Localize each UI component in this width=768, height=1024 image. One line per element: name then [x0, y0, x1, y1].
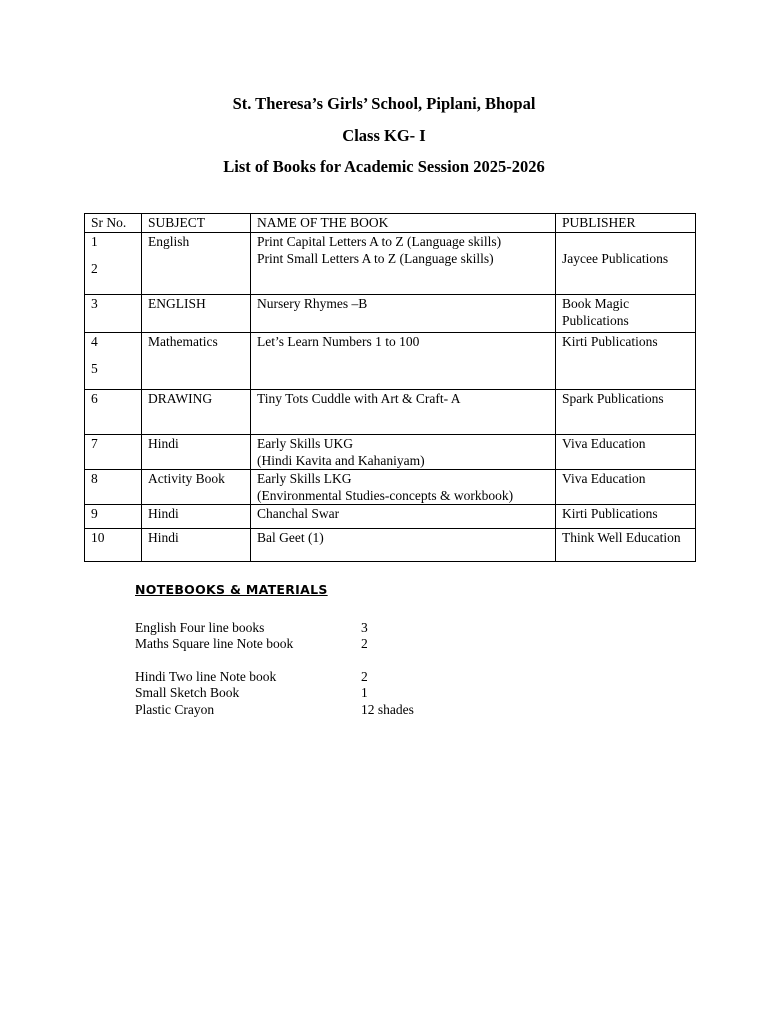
sr-no-cell: 7 — [85, 435, 142, 470]
notebook-name: Plastic Crayon — [135, 702, 215, 717]
book-name-cell: Chanchal Swar — [251, 505, 556, 529]
notebook-name: Small Sketch Book — [135, 685, 240, 700]
book-name-cell — [251, 435, 556, 470]
publisher-cell — [556, 233, 696, 295]
table-row — [85, 295, 696, 333]
column-header-subject: SUBJECT — [142, 214, 251, 233]
sr-no: 2 — [91, 260, 98, 276]
subject-cell: Hindi — [142, 505, 251, 529]
session-title: List of Books for Academic Session 2025-2026 — [223, 157, 545, 176]
table-row — [85, 505, 696, 529]
subject-cell: Mathematics — [142, 333, 251, 390]
book-name-cell — [251, 233, 556, 295]
subject-cell: Activity Book — [142, 470, 251, 505]
sr-no-cell: 10 — [85, 529, 142, 562]
sr-no: 5 — [91, 360, 98, 376]
notebook-quantity: 3 — [361, 620, 368, 635]
publisher-cell: Viva Education — [556, 470, 696, 505]
publisher: Publications — [562, 312, 629, 328]
table-row — [85, 470, 696, 505]
column-header-book-name: NAME OF THE BOOK — [251, 214, 556, 233]
publisher-cell: Spark Publications — [556, 390, 696, 435]
subject-cell: English — [142, 233, 251, 295]
sr-no-cell: 8 — [85, 470, 142, 505]
book-name-cell: Tiny Tots Cuddle with Art & Craft- A — [251, 390, 556, 435]
book-name: Print Capital Letters A to Z (Language skills) — [257, 234, 502, 249]
book-name: Early Skills UKG — [257, 436, 353, 451]
column-header-publisher: PUBLISHER — [556, 214, 696, 233]
notebook-quantity: 1 — [361, 685, 368, 700]
class-title: Class KG- I — [342, 126, 426, 145]
notebooks-heading: NOTEBOOKS & MATERIALS — [135, 582, 328, 597]
table-row — [85, 529, 696, 562]
publisher: Book Magic — [562, 296, 630, 311]
notebook-quantity: 12 shades — [361, 702, 414, 717]
book-name-cell: Nursery Rhymes –B — [251, 295, 556, 333]
book-name-cell: Let’s Learn Numbers 1 to 100 — [251, 333, 556, 390]
book-name: (Environmental Studies-concepts & workbook) — [257, 487, 514, 503]
column-header-sr-no: Sr No. — [85, 214, 142, 233]
publisher-cell: Viva Education — [556, 435, 696, 470]
sr-no-cell — [85, 333, 142, 390]
table-row — [85, 233, 696, 295]
table-row — [85, 390, 696, 435]
publisher-cell: Kirti Publications — [556, 505, 696, 529]
sr-no-cell — [85, 233, 142, 295]
publisher-cell: Kirti Publications — [556, 333, 696, 390]
publisher-cell: Think Well Education — [556, 529, 696, 562]
sr-no: 4 — [91, 334, 98, 349]
table-row — [85, 333, 696, 390]
school-title: St. Theresa’s Girls’ School, Piplani, Bhopal — [232, 94, 536, 113]
publisher: Jaycee Publications — [562, 250, 669, 266]
subject-cell: Hindi — [142, 435, 251, 470]
notebook-name: Hindi Two line Note book — [135, 669, 277, 684]
sr-no-cell: 6 — [85, 390, 142, 435]
book-name: (Hindi Kavita and Kahaniyam) — [257, 452, 425, 468]
subject-cell: ENGLISH — [142, 295, 251, 333]
book-list-table — [84, 213, 696, 562]
table-header-row — [85, 214, 696, 233]
subject-cell: Hindi — [142, 529, 251, 562]
sr-no: 1 — [91, 234, 98, 249]
notebook-quantity: 2 — [361, 636, 368, 651]
book-name-cell — [251, 470, 556, 505]
notebook-name: Maths Square line Note book — [135, 636, 294, 651]
book-name-cell: Bal Geet (1) — [251, 529, 556, 562]
publisher — [562, 234, 689, 251]
notebook-name: English Four line books — [135, 620, 265, 635]
notebook-quantity: 2 — [361, 669, 368, 684]
subject-cell: DRAWING — [142, 390, 251, 435]
book-name: Early Skills LKG — [257, 471, 352, 486]
book-name: Print Small Letters A to Z (Language skills) — [257, 250, 494, 266]
sr-no-cell: 9 — [85, 505, 142, 529]
table-row — [85, 435, 696, 470]
sr-no-cell: 3 — [85, 295, 142, 333]
publisher-cell — [556, 295, 696, 333]
